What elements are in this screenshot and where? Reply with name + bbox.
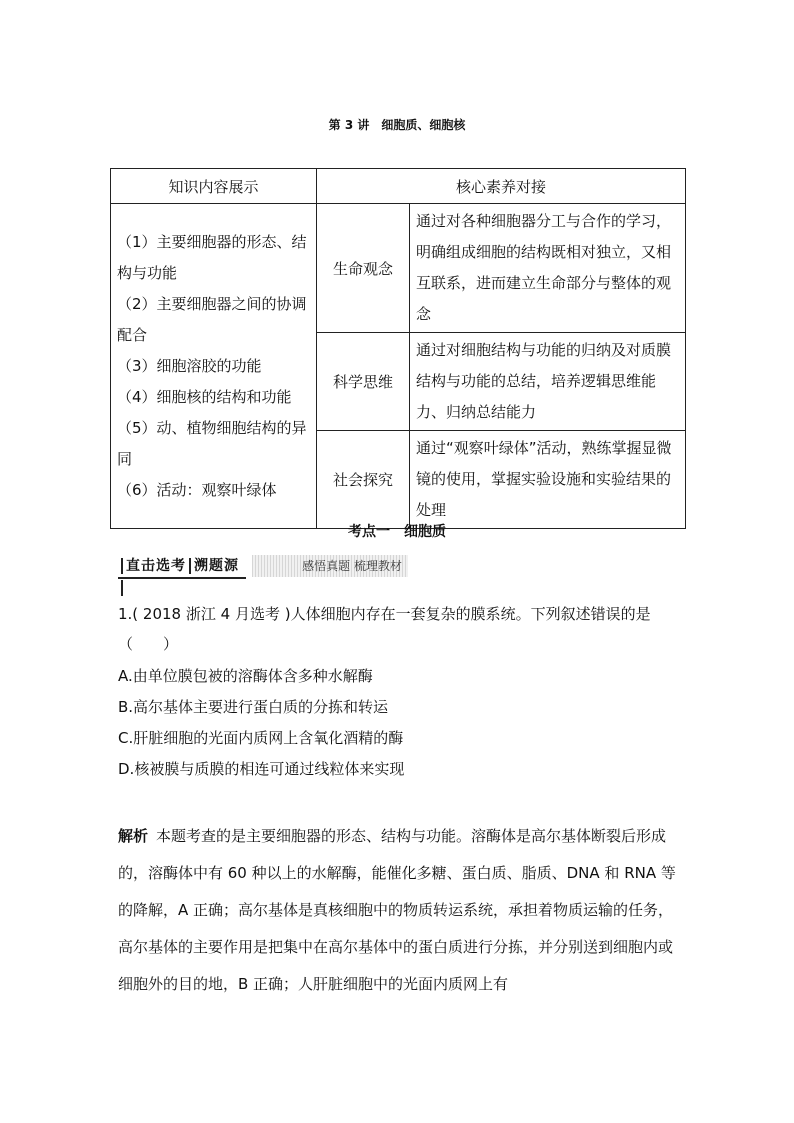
knowledge-list [111,204,317,529]
competency-name: 生命观念 [317,204,410,333]
knowledge-item: （3）细胞溶胶的功能 [117,356,262,375]
summary-table [110,168,686,529]
competency-desc: 通过“观察叶绿体”活动，熟练掌握显微镜的使用，掌握实验设施和实验结果的处理 [410,431,686,529]
analysis-paragraph [118,818,684,1003]
competency-desc: 通过对细胞结构与功能的归纳及对质膜结构与功能的总结，培养逻辑思维能力、归纳总结能力 [410,333,686,431]
knowledge-item: （4）细胞核的结构和功能 [117,387,292,406]
kaodian-title: 考点一 细胞质 [348,524,446,540]
divider [189,558,191,574]
analysis-text: 本题考查的是主要细胞器的形态、结构与功能。溶酶体是高尔基体断裂后形成的，溶酶体中有 60 种以上的水解酶，能催化多糖、蛋白质、脂质、DNA 和 RNA 等的降解，A 正确；高尔基体是真核细胞中的物质转运系统，承担着物质运输的任务，高尔基体的主要作用是把集中在高尔基体中的蛋白质进行分拣，并分别送到细胞内或细胞外的目的地，B 正确；人肝脏细胞中的光面内质网上有 [118,827,676,993]
divider [121,558,123,574]
page-title: 第 3 讲 细胞质、细胞核 [328,118,466,132]
answer-blank: （ ） [118,635,179,653]
banner-part1: 直击选考 [126,558,186,574]
knowledge-item: （5）动、植物细胞结构的异同 [117,418,307,468]
option-c: C.肝脏细胞的光面内质网上含氧化酒精的酶 [118,729,404,747]
competency-name: 科学思维 [317,333,410,431]
question-stem: 1.( 2018 浙江 4 月选考 )人体细胞内存在一套复杂的膜系统。下列叙述错误的是 [118,605,651,623]
competency-desc: 通过对各种细胞器分工与合作的学习，明确组成细胞的结构既相对独立，又相互联系，进而建立生命部分与整体的观念 [410,204,686,333]
banner-part2: 溯题源 [194,558,239,574]
section-banner [118,555,410,579]
banner-label [118,555,246,579]
knowledge-item: （1）主要细胞器的形态、结构与功能 [117,232,307,282]
analysis-label: 解析 [118,827,149,845]
knowledge-item: （2）主要细胞器之间的协调配合 [117,294,307,344]
option-a: A.由单位膜包被的溶酶体含多种水解酶 [118,667,373,685]
option-d: D.核被膜与质膜的相连可通过线粒体来实现 [118,760,405,778]
header-competency: 核心素养对接 [317,169,686,204]
header-knowledge: 知识内容展示 [111,169,317,204]
knowledge-item: （6）活动：观察叶绿体 [117,480,277,499]
banner-subtitle: 感悟真题 梳理教材 [252,555,408,577]
competency-name: 社会探究 [317,431,410,529]
option-b: B.高尔基体主要进行蛋白质的分拣和转运 [118,698,389,716]
divider [121,580,123,596]
